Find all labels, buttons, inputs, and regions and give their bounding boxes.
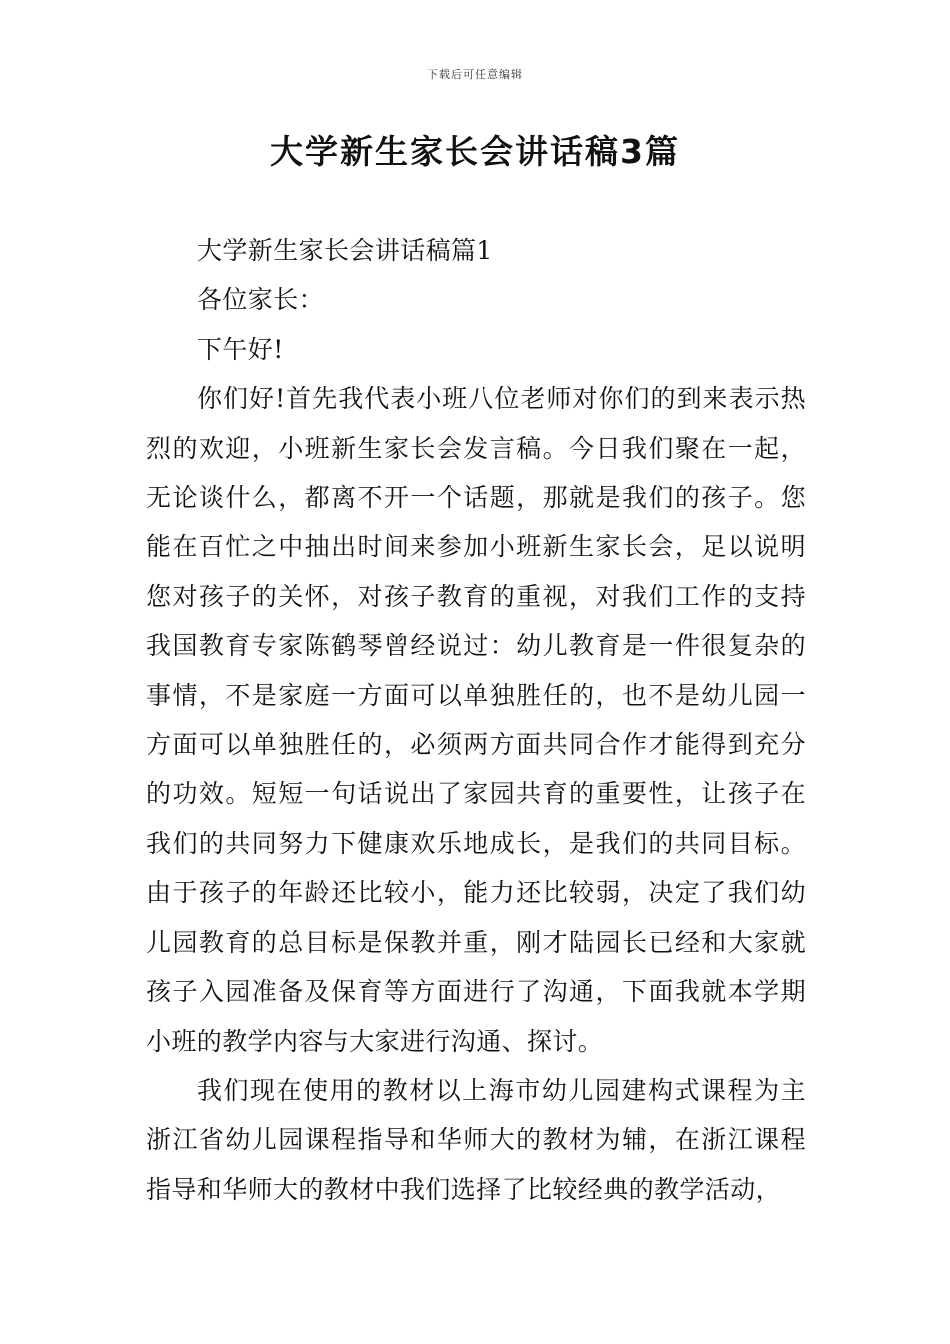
section-heading: 大学新生家长会讲话稿篇1 <box>197 236 493 265</box>
header-note: 下载后可任意编辑 <box>427 68 523 81</box>
document-title: 大学新生家长会讲话稿3篇 <box>270 132 680 171</box>
body-paragraph-2: 我们现在使用的教材以上海市幼儿园建构式课程为主浙江省幼儿园课程指导和华师大的教材为辅，在浙江课程指导和华师大的教材中我们选择了比较经典的教学活动， <box>146 1075 806 1204</box>
greeting: 下午好! <box>197 334 284 364</box>
document-body <box>146 226 806 1214</box>
salutation: 各位家长： <box>197 285 325 315</box>
body-paragraph-1: 你们好!首先我代表小班八位老师对你们的到来表示热烈的欢迎，小班新生家长会发言稿。今日我们聚在一起，无论谈什么，都离不开一个话题，那就是我们的孩子。您能在百忙之中抽出时间来参加小班新生家长会，足以说明您对孩子的关怀，对孩子教育的重视，对我们工作的支持我国教育专家陈鹤琴曾经说过：幼儿教育是一件很复杂的事情，不是家庭一方面可以单独胜任的，也不是幼儿园一方面可以单独胜任的，必须两方面共同合作才能得到充分的功效。短短一句话说出了家园共育的重要性，让孩子在我们的共同努力下健康欢乐地成长，是我们的共同目标。由于孩子的年龄还比较小，能力还比较弱，决定了我们幼儿园教育的总目标是保教并重，刚才陆园长已经和大家就孩子入园准备及保育等方面进行了沟通，下面我就本学期小班的教学内容与大家进行沟通、探讨。 <box>146 384 806 1056</box>
